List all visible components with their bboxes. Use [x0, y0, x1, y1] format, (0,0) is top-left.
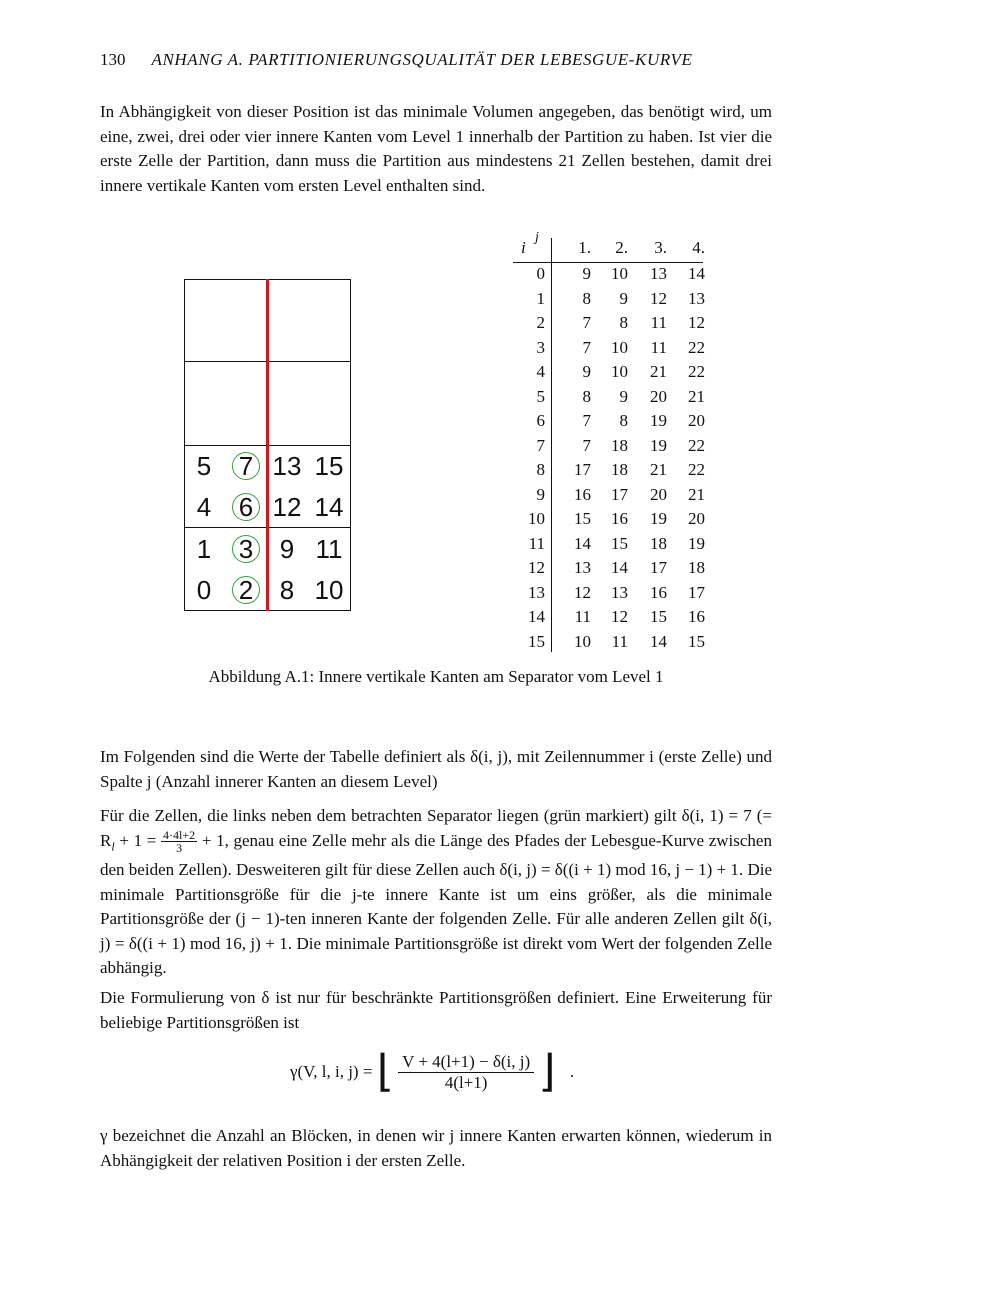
table-cell: 20	[688, 411, 705, 430]
table-cell: 18	[688, 558, 705, 577]
grid-cell-number: 13	[272, 451, 302, 481]
table-cell: 16	[688, 607, 705, 626]
row-label: i	[521, 238, 526, 257]
table-cell: 17	[650, 558, 667, 577]
table-cell: 15	[688, 631, 705, 651]
grid-cell-number: 9	[279, 534, 295, 564]
table-cell: 12	[688, 313, 705, 332]
subscript: l	[111, 838, 115, 853]
table-row	[513, 362, 703, 387]
table-cell: 12	[611, 607, 628, 626]
col-label: j	[535, 230, 539, 245]
table-cell: 22	[688, 435, 705, 455]
paragraph-rules	[100, 804, 772, 981]
grid-cell-number: 15	[314, 451, 344, 481]
column-header: 1.	[578, 238, 591, 257]
table-cell: 21	[688, 484, 705, 504]
table-cell: 8	[619, 411, 628, 430]
table-cell: 13	[688, 288, 705, 308]
text-segment: + 1 =	[114, 830, 162, 850]
row-index: 3	[536, 337, 545, 357]
table-row	[513, 411, 703, 436]
table-row	[513, 387, 703, 412]
table-cell: 19	[650, 411, 667, 430]
table-cell: 12	[650, 288, 667, 308]
table-cell: 7	[582, 337, 591, 357]
table-cell: 19	[650, 509, 667, 528]
cell-grid-figure	[184, 279, 351, 611]
table-cell: 14	[650, 631, 667, 651]
column-header: 3.	[654, 238, 667, 257]
grid-cell-number: 0	[196, 575, 212, 605]
separator-line	[266, 279, 269, 611]
table-cell: 22	[688, 460, 705, 479]
table-cell: 11	[650, 337, 667, 357]
table-cell: 9	[582, 362, 591, 381]
table-cell: 15	[574, 509, 591, 528]
text-segment: + 1, genau eine Zelle mehr als die Länge des Pfades der Lebesgue-Kurve zwischen den beiden Zellen). Desweiteren gilt für diese Zellen auch δ(i, j) = δ((i + 1) mod 16, j − 1) + 1. Die minimale Partitionsgröße für die j-te innere Kante ist um eins größer, als die minimale Partitionsgröße der (j − 1)-ten inneren Kante der folgenden Zelle. Für alle anderen Zellen gilt δ(i, j) = δ((i + 1) mod 16, j) + 1. Die minimale Partitionsgröße ist direkt vom Wert der folgenden Zelle abhängig.	[100, 830, 772, 978]
table-row	[513, 534, 703, 559]
grid-cell-number: 1	[196, 534, 212, 564]
highlight-circle	[232, 576, 260, 604]
table-cell: 16	[611, 509, 628, 528]
table-cell: 11	[574, 607, 591, 626]
table-cell: 11	[611, 631, 628, 651]
gamma-formula	[290, 1047, 575, 1110]
row-index: 11	[528, 533, 545, 553]
paragraph-definition: Im Folgenden sind die Werte der Tabelle definiert als δ(i, j), mit Zeilennummer i (erste Zelle) und Spalte j (Anzahl innerer Kanten an diesem Level)	[100, 747, 772, 791]
row-index: 13	[528, 582, 545, 602]
table-cell: 17	[688, 582, 705, 602]
intro-paragraph: In Abhängigkeit von dieser Position ist das minimale Volumen angegeben, das benötigt wird, um eine, zwei, drei oder vier innere Kanten vom Level 1 innerhalb der Partition zu haben. Ist vier die erste Zelle der Partition, dann muss die Partition aus mindestens 21 Zellen bestehen, damit drei innere vertikale Kanten vom ersten Level enthalten sind.	[100, 102, 772, 195]
table-cell: 20	[688, 509, 705, 528]
grid-cell-number: 2	[238, 575, 254, 605]
table-row	[513, 436, 703, 461]
table-cell: 22	[688, 337, 705, 357]
row-index: 2	[536, 313, 545, 332]
grid-cell-number: 4	[196, 492, 212, 522]
page-number: 130	[100, 50, 126, 69]
row-index: 6	[536, 411, 545, 430]
inline-fraction	[161, 829, 197, 854]
table-cell: 13	[650, 264, 667, 283]
fraction-denominator: 3	[176, 841, 183, 856]
table-row	[513, 313, 703, 338]
grid-cell-number: 12	[272, 492, 302, 522]
row-index: 4	[536, 362, 545, 381]
text-segment: Für die Zellen, die links neben dem betrachten Separator liegen (grün markiert) gilt δ(i, 1) = 7 (= R	[100, 806, 772, 850]
grid-cell-number: 14	[314, 492, 344, 522]
grid-cell-number: 3	[238, 534, 254, 564]
table-row	[513, 607, 703, 632]
table-cell: 7	[582, 411, 591, 430]
table-row	[513, 485, 703, 510]
table-cell: 8	[582, 386, 591, 406]
table-cell: 8	[582, 288, 591, 308]
table-row	[513, 338, 703, 363]
table-cell: 18	[611, 460, 628, 479]
table-cell: 7	[582, 435, 591, 455]
running-title: ANHANG A. PARTITIONIERUNGSQUALITÄT DER LEBESGUE-KURVE	[151, 50, 693, 69]
table-row	[513, 460, 703, 485]
table-cell: 9	[619, 288, 628, 308]
table-cell: 20	[650, 484, 667, 504]
paragraph-gamma: γ bezeichnet die Anzahl an Blöcken, in denen wir j innere Kanten erwarten können, wiederum in Abhängigkeit der relativen Position i der ersten Zelle.	[100, 1126, 772, 1170]
row-index: 12	[528, 558, 545, 577]
table-cell: 18	[650, 533, 667, 553]
table-row	[513, 632, 703, 657]
highlight-circle	[232, 452, 260, 480]
table-cell: 17	[611, 484, 628, 504]
row-index: 5	[536, 386, 545, 406]
table-cell: 15	[650, 607, 667, 626]
floor-bracket-left: ⌊	[376, 1047, 394, 1096]
table-cell: 10	[611, 362, 628, 381]
grid-cell-number: 11	[315, 534, 343, 564]
paragraph-extension: Die Formulierung von δ ist nur für beschränkte Partitionsgrößen definiert. Eine Erweiterung für beliebige Partitionsgrößen ist	[100, 988, 772, 1032]
table-row	[513, 264, 703, 289]
highlight-circle	[232, 535, 260, 563]
table-cell: 13	[574, 558, 591, 577]
table-cell: 9	[582, 264, 591, 283]
table-cell: 15	[611, 533, 628, 553]
column-header: 2.	[615, 238, 628, 257]
page-header	[100, 50, 772, 70]
floor-bracket-right: ⌋	[538, 1047, 556, 1096]
table-row	[513, 509, 703, 534]
grid-cell-number: 6	[238, 492, 254, 522]
table-rule	[513, 262, 703, 263]
grid-cell-number: 8	[279, 575, 295, 605]
table-cell: 16	[574, 484, 591, 504]
table-cell: 19	[650, 435, 667, 455]
row-index: 9	[536, 484, 545, 504]
table-cell: 21	[650, 362, 667, 381]
table-cell: 17	[574, 460, 591, 479]
table-cell: 13	[611, 582, 628, 602]
table-cell: 14	[574, 533, 591, 553]
table-cell: 10	[611, 337, 628, 357]
row-index: 8	[536, 460, 545, 479]
row-index: 10	[528, 509, 545, 528]
grid-cell-number: 5	[196, 451, 212, 481]
row-index: 7	[536, 435, 545, 455]
column-header: 4.	[692, 238, 705, 257]
table-cell: 11	[650, 313, 667, 332]
table-cell: 7	[582, 313, 591, 332]
formula-numerator: V + 4(l+1) − δ(i, j)	[398, 1052, 534, 1073]
row-index: 0	[536, 264, 545, 283]
table-cell: 21	[650, 460, 667, 479]
highlight-circle	[232, 493, 260, 521]
row-index: 1	[536, 288, 545, 308]
table-cell: 16	[650, 582, 667, 602]
table-cell: 9	[619, 386, 628, 406]
row-index: 14	[528, 607, 545, 626]
table-cell: 8	[619, 313, 628, 332]
table-cell: 14	[688, 264, 705, 283]
table-cell: 18	[611, 435, 628, 455]
table-cell: 10	[611, 264, 628, 283]
grid-cell-number: 7	[238, 451, 254, 481]
table-cell: 22	[688, 362, 705, 381]
table-row	[513, 583, 703, 608]
figure-caption: Abbildung A.1: Innere vertikale Kanten am Separator vom Level 1	[208, 667, 664, 686]
table-row	[513, 558, 703, 583]
table-header	[513, 230, 703, 264]
formula-lhs: γ(V, l, i, j) =	[290, 1062, 373, 1081]
formula-denominator: 4(l+1)	[444, 1072, 488, 1092]
fraction-numerator: 4·4l+2	[163, 828, 196, 843]
formula-fraction	[398, 1052, 534, 1093]
table-cell: 12	[574, 582, 591, 602]
formula-trail: .	[569, 1062, 575, 1081]
table-cell: 19	[688, 533, 705, 553]
grid-cell-number: 10	[314, 575, 344, 605]
table-cell: 21	[688, 386, 705, 406]
row-index: 15	[528, 631, 545, 651]
table-cell: 20	[650, 386, 667, 406]
table-cell: 10	[574, 631, 591, 651]
table-cell: 14	[611, 558, 628, 577]
table-row	[513, 289, 703, 314]
